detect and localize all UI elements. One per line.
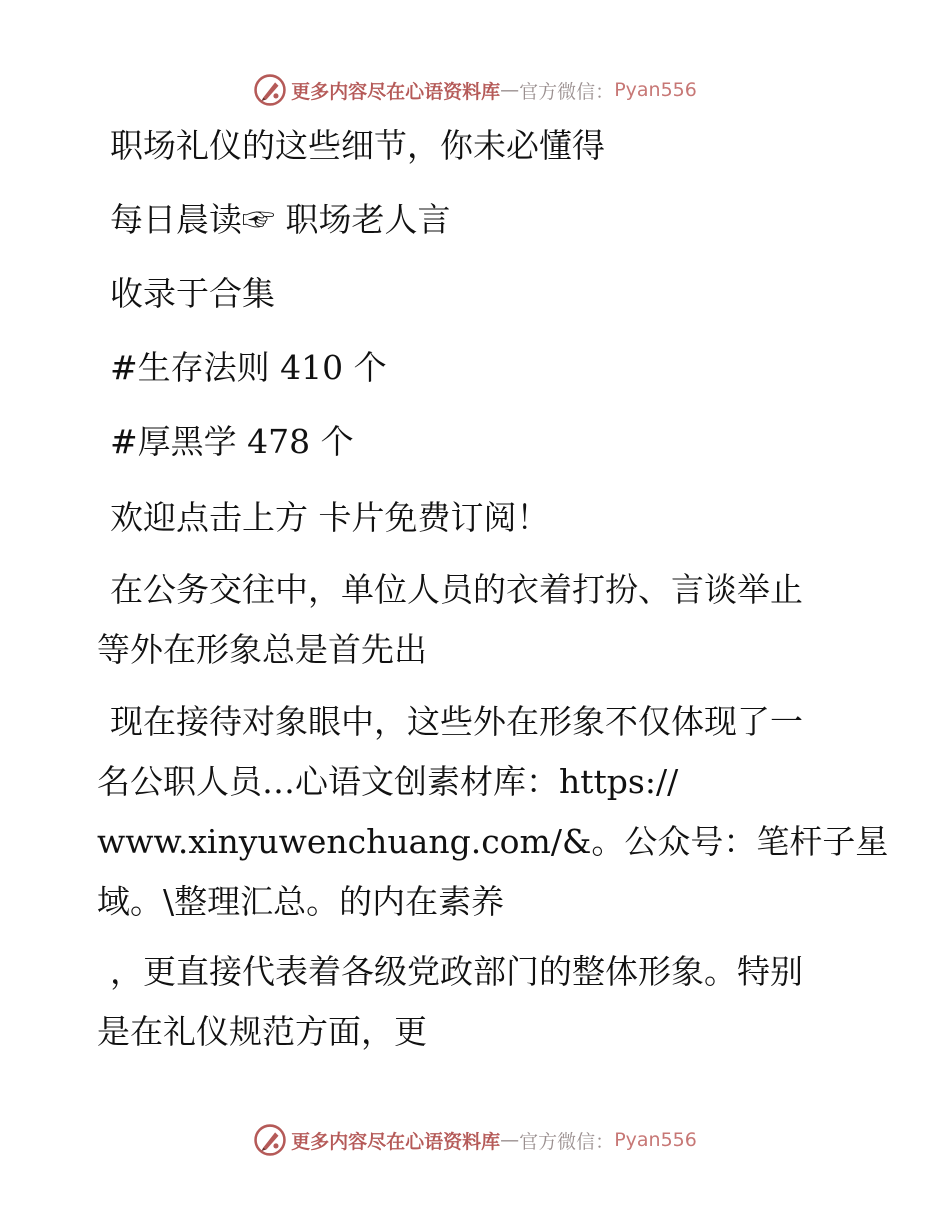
footer-wechat-label: 官方微信： <box>519 1130 615 1153</box>
pen-logo-icon <box>253 73 287 107</box>
footer-wechat-id: Pyan556 <box>614 1129 697 1151</box>
header-watermark <box>0 70 950 110</box>
collection-label: 收录于合集 <box>110 274 275 313</box>
paragraph-2-line-2: 名公职人员…心语文创素材库：https:// <box>97 762 679 801</box>
paragraph-2 <box>97 692 889 932</box>
footer-watermark <box>0 1120 950 1160</box>
banner-wechat-label: 官方微信： <box>519 80 615 103</box>
tag-survival-rules: #生存法则 410 个 <box>110 348 387 387</box>
paragraph-3-line-1: ，更直接代表着各级党政部门的整体形象。特别 <box>110 952 803 991</box>
pen-logo-icon <box>253 1123 287 1157</box>
banner-brand: 更多内容尽在心语资料库 <box>291 80 501 103</box>
footer-brand: 更多内容尽在心语资料库 <box>291 1130 501 1153</box>
paragraph-3 <box>97 942 837 1062</box>
paragraph-2-line-4: 域。\整理汇总。的内在素养 <box>97 882 505 921</box>
tag-houheixue: #厚黑学 478 个 <box>110 422 354 461</box>
banner-wechat-id: Pyan556 <box>614 79 697 101</box>
paragraph-1 <box>97 560 837 680</box>
paragraph-1-line-1: 在公务交往中，单位人员的衣着打扮、言谈举止 <box>110 570 803 609</box>
paragraph-2-line-1: 现在接待对象眼中，这些外在形象不仅体现了一 <box>110 702 803 741</box>
footer-dash: — <box>500 1129 520 1151</box>
paragraph-2-line-3: www.xinyuwenchuang.com/&。公众号：笔杆子星 <box>97 822 889 861</box>
article-title: 职场礼仪的这些细节，你未必懂得 <box>110 126 605 165</box>
banner-dash: — <box>500 79 520 101</box>
subscribe-prompt: 欢迎点击上方 卡片免费订阅！ <box>110 498 550 537</box>
column-name: 每日晨读☞ 职场老人言 <box>110 200 451 239</box>
paragraph-1-line-2: 等外在形象总是首先出 <box>97 630 427 669</box>
paragraph-3-line-2: 是在礼仪规范方面，更 <box>97 1012 427 1051</box>
